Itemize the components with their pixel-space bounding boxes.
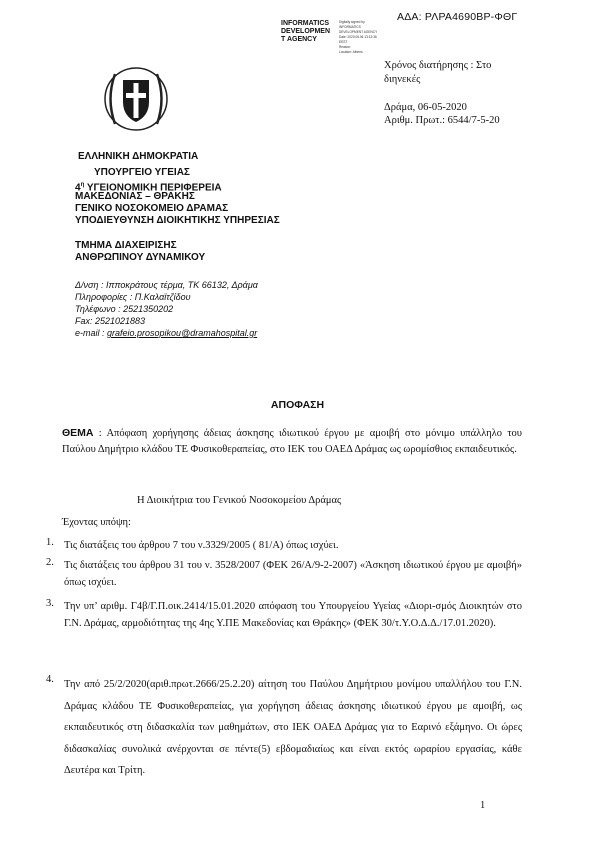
item-text: Την υπ’ αριθμ. Γ4β/Γ.Π.οικ.2414/15.01.2020 απόφαση του Υπουργείου Υγείας «Διορι-σμός Διοικητών στο Γ.Ν. Δράμας, αρμοδιότητας της 4ης Υ.ΠΕ Μακεδονίας και Θράκης» (ΦΕΚ 30/τ.Υ.Ο.Δ.Δ./17.01.2020).: [64, 601, 522, 629]
item-number: 1.: [46, 537, 54, 548]
signature-detail-line: INFORMATICS: [339, 25, 361, 29]
hospital-heading: ΓΕΝΙΚΟ ΝΟΣΟΚΟΜΕΙΟ ΔΡΑΜΑΣ: [75, 203, 229, 214]
signature-details: [339, 20, 377, 55]
subject-paragraph: [62, 425, 522, 458]
retention-time: Χρόνος διατήρησης : Στο: [384, 60, 492, 71]
signature-org-line-2: DEVELOPMEN: [281, 28, 331, 35]
contact-info: Πληροφορίες : Π.Καλαϊτζίδου: [75, 292, 191, 302]
item-text: Την από 25/2/2020(αριθ.πρωτ.2666/25.2.20) αίτηση του Παύλου Δημήτριου μονίμου υπαλλήλου του Γ.Ν. Δράμας κλάδου ΤΕ Φυσικοθεραπείας, για χορήγηση άδειας άσκησης ιδιωτικού έργου με αμοιβή, ως εκπαιδευτικός στη διδασκαλία των μαθημάτων, στο ΙΕΚ ΟΑΕΔ Δράμας για το Εαρινό εξάμηνο. Οι ώρες διδασκαλίας συνολικά ανέρχονται σε πέντε(5) εβδομαδιαίως και είναι εκτός ωραρίου εργασίας, κάθε Δευτέρα και Τρίτη.: [64, 679, 522, 776]
signature-detail-line: DEVELOPMENT AGENCY: [339, 30, 378, 34]
department-heading-1: ΤΜΗΜΑ ΔΙΑΧΕΙΡΙΣΗΣ: [75, 240, 177, 251]
director-line: Η Διοικήτρια του Γενικού Νοσοκομείου Δράμας: [137, 495, 342, 506]
item-text: Τις διατάξεις του άρθρου 31 του ν. 3528/2007 (ΦΕΚ 26/Α/9-2-2007) «Άσκηση ιδιωτικού έργου με αμοιβή» όπως ισχύει.: [64, 560, 522, 588]
region-heading: ΜΑΚΕΔΟΝΙΑΣ – ΘΡΑΚΗΣ: [75, 191, 195, 202]
protocol-number: Αριθμ. Πρωτ.: 6544/7-5-20: [384, 115, 500, 126]
subdirectorate-heading: ΥΠΟΔΙΕΥΘΥΝΣΗ ΔΙΟΙΚΗΤΙΚΗΣ ΥΠΗΡΕΣΙΑΣ: [75, 215, 280, 226]
signature-detail-line: Reason:: [339, 45, 351, 49]
retention-time-value: διηνεκές: [384, 74, 421, 85]
email-label: e-mail :: [75, 328, 108, 338]
department-heading-2: ΑΝΘΡΩΠΙΝΟΥ ΔΥΝΑΜΙΚΟΥ: [75, 252, 206, 263]
ministry-heading: ΥΠΟΥΡΓΕΙΟ ΥΓΕΙΑΣ: [94, 167, 190, 178]
digital-signature-stamp: [281, 20, 381, 60]
signature-detail-line: Date: 2020.05.06 13:13:36: [339, 35, 377, 39]
greek-coat-of-arms-icon: [103, 66, 169, 132]
republic-heading: ΕΛΛΗΝΙΚΗ ΔΗΜΟΚΡΑΤΙΑ: [78, 151, 199, 162]
signature-org-line-3: T AGENCY: [281, 36, 317, 43]
health-region-heading: $4^\eta$ ΥΓΕΙΟΝΟΜΙΚΗ ΠΕΡΙΦΕΡΕΙΑ: [75, 182, 222, 194]
contact-block: [75, 279, 258, 339]
ada-code: ΑΔΑ: ΡΛΡΑ4690ΒΡ-ΦΘΓ: [397, 11, 518, 23]
signature-org-line-1: INFORMATICS: [281, 20, 330, 27]
document-date: Δράμα, 06-05-2020: [384, 102, 467, 113]
contact-fax: Fax: 2521021883: [75, 316, 146, 326]
subject-text: : Απόφαση χορήγησης άδειας άσκησης ιδιωτικού έργου με αμοιβή στο μόνιμο υπάλληλο του Παύλου Δημήτριο κλάδου ΤΕ Φυσικοθεραπείας, στο ΙΕΚ του ΟΑΕΔ Δράμας ως ωρομίσθιος εκπαιδευτικός.: [62, 428, 522, 455]
contact-email-row: [75, 327, 258, 339]
subject-label: ΘΕΜΑ: [62, 427, 94, 439]
signature-detail-line: EEST: [339, 40, 348, 44]
item-text: Τις διατάξεις του άρθρου 7 του ν.3329/2005 ( 81/Α) όπως ισχύει.: [64, 540, 339, 551]
decision-title: ΑΠΟΦΑΣΗ: [270, 399, 325, 411]
item-number: 2.: [46, 557, 54, 568]
signature-detail-line: Location: Athens: [339, 50, 363, 54]
email-link[interactable]: grafeio.prosopikou@dramahospital.gr: [107, 328, 258, 338]
contact-phone: Τηλέφωνο : 2521350202: [75, 304, 174, 314]
item-number: 4.: [46, 674, 54, 685]
item-number: 3.: [46, 598, 54, 609]
considering-line: Έχοντας υπόψη:: [62, 517, 131, 528]
page-number: 1: [480, 800, 486, 811]
signature-detail-line: Digitally signed by: [339, 20, 365, 24]
contact-address: Δ/νση : Ιπποκράτους τέρμα, ΤΚ 66132, Δράμα: [75, 280, 258, 290]
